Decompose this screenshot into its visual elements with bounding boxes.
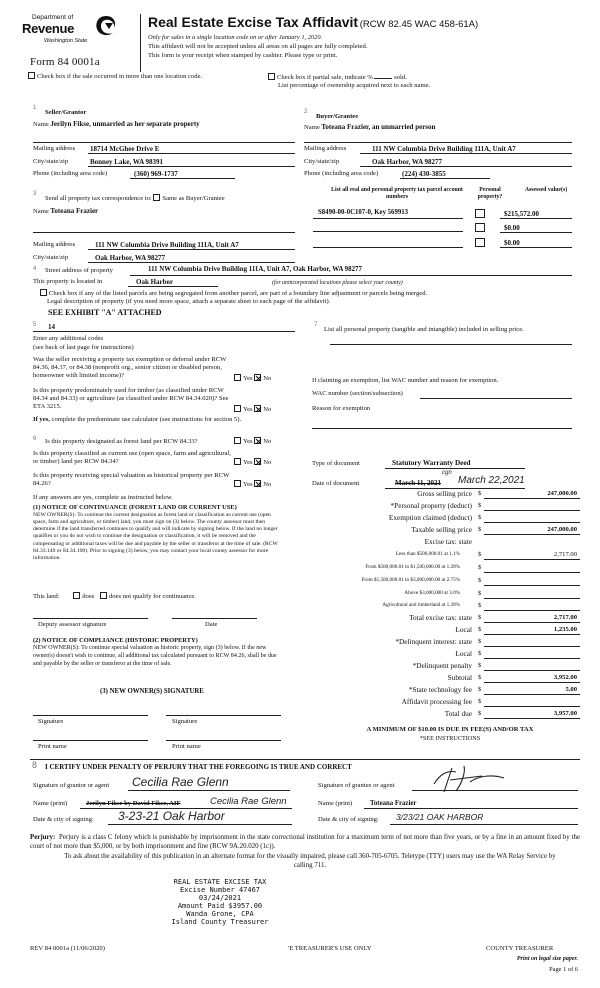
current-use-yes-checkbox[interactable] — [234, 458, 241, 465]
parcel-1-personal-checkbox[interactable] — [475, 209, 485, 218]
no-label: No — [263, 406, 272, 413]
current-use-answer — [234, 458, 271, 467]
local-2-label: Local — [455, 649, 472, 658]
partial-list-note: List percentage of ownership acquired next to each name. — [278, 82, 431, 89]
seller-mailing-label: Mailing address — [33, 145, 76, 152]
form-title-row — [148, 14, 478, 31]
grantee-signature-label: Signature of grantee or agent — [318, 782, 395, 789]
partial-sale-checkbox[interactable] — [268, 73, 275, 80]
bracket-4-label: Above $3,000,000 at 3.0% — [404, 590, 460, 596]
buyer-mailing[interactable]: 111 NW Columbia Drive Building 111A, Unit A7 — [372, 145, 516, 153]
owner-print-label-1: Print name — [38, 743, 67, 750]
parcel-value-1[interactable]: $215,572.00 — [504, 210, 539, 218]
parcel-number-1[interactable]: S8490-00-0C107-0, Key 569913 — [318, 209, 409, 216]
grantor-name-label: Name (print) — [33, 800, 68, 807]
exemption-answer — [234, 374, 271, 383]
legal-description-label: Legal description of property (if you need more space, attach a separate sheet to each page of the affidavit). — [47, 298, 331, 305]
exemption-reason-label: Reason for exemption — [312, 405, 371, 412]
grantee-name[interactable]: Toteana Frazier — [370, 800, 417, 807]
section-2-number: 2 — [304, 109, 308, 115]
form-title: Real Estate Excise Tax Affidavit — [148, 14, 359, 30]
header-rule — [140, 14, 141, 72]
this-land-label: This land: — [33, 593, 60, 600]
ifyes-note — [33, 416, 273, 424]
buyer-mailing-label: Mailing address — [304, 145, 347, 152]
doc-type-label: Type of document — [312, 460, 360, 467]
doc-date-typed[interactable]: March 11, 2021 — [395, 479, 441, 487]
notice-2: This affidavit will not be accepted unless all areas on all pages are fully completed. — [148, 43, 368, 50]
notice-continuance-body: NEW OWNER(S): To continue the current designation as forest land or classification as current use (open space, farm and agriculture, or timber) land, you must sign on (3) below. The county assessor must then determine if the land transferred continues to qualify and will indicate by signing below. If the land no longer qualifies or you do not wish to continue the designation or classification, it will be removed and the compensating or additional taxes will be due and payable by the seller or transferor at the time of sale. (RCW 84.33.140 or 84.34.108). Prior to signing (3) below, you may contact your local county assessor for more information. — [33, 512, 278, 561]
ifyes-text: complete the predominate use calculator (see instructions for section 5). — [51, 416, 242, 423]
same-as-buyer-checkbox[interactable] — [153, 194, 160, 201]
treasurer-use-only: 'E TREASURER'S USE ONLY — [288, 945, 372, 952]
buyer-name-row — [304, 123, 435, 132]
timber-question: Is this property predominately used for timber (as classified under RCW 84.34 and 84.33) or agriculture (as classified under RCW 84.34.020)? See ETA 3215. — [33, 387, 229, 410]
see-instructions: *SEE INSTRUCTIONS — [419, 735, 481, 742]
stamp-line: Excise Number 47467 — [179, 886, 261, 895]
current-use-question: Is this property classified as current use (open space, farm and agricultural, or timber) land per RCW 84.34? — [33, 450, 231, 465]
currency-symbol: $ — [478, 526, 482, 533]
gross-label: Gross selling price — [417, 489, 472, 498]
correspondence-mailing-label: Mailing address — [33, 241, 76, 248]
dor-name: Revenue — [22, 21, 75, 36]
subtotal-label: Subtotal — [447, 673, 472, 682]
section-3-number: 3 — [33, 191, 37, 197]
no-label: No — [263, 481, 272, 488]
form-statute: (RCW 82.45 WAC 458-61A) — [359, 19, 479, 30]
forest-answer — [234, 437, 271, 446]
tech-fee-value[interactable]: 5.00 — [565, 686, 577, 693]
assessor-date-label: Date — [205, 621, 218, 628]
property-located-label: This property is located in — [33, 278, 103, 285]
perjury-label: Perjury: — [30, 834, 56, 841]
partial-sale-label: Check box if partial sale, indicate % — [277, 74, 373, 81]
multi-location-label: Check box if the sale occurred in more than one location code. — [37, 73, 203, 80]
currency-symbol: $ — [478, 614, 482, 621]
timber-answer — [234, 405, 271, 414]
parcel-col-personal: Personal property? — [477, 187, 503, 200]
correspondence-name[interactable]: Toteana Frazier — [50, 207, 99, 215]
page-number: Page 1 of 6 — [549, 966, 578, 973]
minimum-fee-notice: A MINIMUM OF $10.00 IS DUE IN FEE(S) AND/OR TAX — [366, 726, 534, 733]
timber-no-checkbox[interactable] — [254, 405, 261, 412]
stamp-line: Wanda Grone, CPA — [186, 910, 254, 919]
perjury-notice — [30, 833, 580, 851]
section-8-number: 8 — [32, 760, 38, 770]
property-located[interactable]: Oak Harbor — [136, 278, 174, 286]
correspondence-city-label: City/state/zip — [33, 254, 69, 261]
notice-continuance-title: (1) NOTICE OF CONTINUANCE (FOREST LAND OR CURRENT USE) — [33, 504, 237, 511]
section-6-number: 6 — [33, 436, 37, 442]
forest-yes-checkbox[interactable] — [234, 437, 241, 444]
local-value[interactable]: 1,235.00 — [553, 626, 577, 633]
taxable-value[interactable]: 247,000.00 — [547, 526, 577, 533]
buyer-city[interactable]: Oak Harbor, WA 98277 — [372, 158, 443, 166]
additional-codes-value[interactable]: 14 — [48, 323, 55, 331]
currency-symbol: $ — [478, 638, 482, 645]
partial-sale-percent-field[interactable] — [374, 72, 392, 79]
seller-name[interactable]: Jerilyn Fikse, unmarried as her separate property — [50, 120, 200, 128]
delinquent-interest-label: *Delinquent interest: state — [395, 637, 472, 646]
subtotal-value[interactable]: 3,952.00 — [553, 674, 577, 681]
currency-symbol: $ — [478, 502, 482, 509]
section-8-rule — [30, 759, 580, 760]
grantor-signature[interactable]: Cecilia Rae Glenn — [132, 775, 229, 789]
buyer-city-label: City/state/zip — [304, 158, 340, 165]
parcel-value-3[interactable]: $0.00 — [504, 239, 520, 247]
property-street-label: Street address of property — [45, 267, 113, 274]
personal-deduct-label: *Personal property (deduct) — [390, 501, 472, 510]
no-label: No — [263, 438, 272, 445]
currency-symbol: $ — [478, 590, 482, 597]
ifyes-bold: If yes, — [33, 416, 50, 423]
forest-question: Is this property designated as forest land per RCW 84.33? — [45, 438, 198, 445]
stamp-line: Amount Paid $3957.00 — [177, 902, 263, 911]
exemption-claim-label: If claiming an exemption, list WAC number and reason for exemption. — [312, 377, 499, 384]
dor-swirl-icon — [93, 14, 119, 38]
currency-symbol: $ — [478, 686, 482, 693]
buyer-name-label: Name — [304, 124, 320, 131]
currency-symbol: $ — [478, 551, 482, 558]
perjury-text: Perjury is a class C felony which is punishable by imprisonment in the state correctional institution for a maximum term of not more than five years, or by a fine in an amount fixed by the court of not more than $5,000, or by both imprisonment and fine (RCW 9A.20.020 (1c)). — [30, 834, 580, 851]
segregated-label: Check box if any of the listed parcels are being segregated from another parcel, are part of a boundary line adjustment or parcels being merged. — [49, 290, 428, 297]
total-due-value[interactable]: 3,957.00 — [553, 710, 577, 717]
dor-logo — [22, 14, 120, 56]
currency-symbol: $ — [478, 650, 482, 657]
grantor-name-typed[interactable]: Jerilyn Fikse by David Fikse, AIF — [86, 800, 181, 807]
parcel-value-2[interactable]: $0.00 — [504, 224, 520, 232]
form-revision: REV 84 0001a (11/06/2020) — [30, 945, 105, 952]
section6-instructions: If any answers are yes, complete as instructed below. — [33, 494, 173, 501]
grantee-date-label: Date & city of signing: — [318, 816, 379, 823]
correspondence-row — [45, 194, 225, 203]
additional-codes-label: Enter any additional codes — [33, 335, 104, 342]
exemption-question: Was the seller receiving a property tax exemption or deferral under RCW 84.36, 84.37, or 84.38 (nonprofit org., senior citizen or disabled person, homeowner with limited income)? — [33, 356, 227, 379]
correspondence-name-label: Name — [33, 208, 49, 215]
historical-no-checkbox[interactable] — [254, 480, 261, 487]
dor-line1: Department of — [32, 14, 74, 21]
additional-codes-note: (see back of last page for instructions) — [33, 344, 134, 351]
seller-heading: Seller/Grantor — [45, 109, 87, 116]
buyer-phone-label: Phone (including area code) — [304, 170, 379, 177]
partial-sale-row — [268, 72, 407, 82]
parcel-col-numbers: List all real and personal property tax parcel account numbers — [331, 187, 463, 200]
local-label: Local — [455, 625, 472, 634]
property-street[interactable]: 111 NW Columbia Drive Building 111A, Unit A7, Oak Harbor, WA 98277 — [148, 266, 362, 273]
grantor-date-label: Date & city of signing: — [33, 816, 94, 823]
total-state-label: Total excise tax: state — [409, 613, 472, 622]
wac-number-label: WAC number (section/subsection) — [312, 390, 403, 397]
assessor-signature-label: Deputy assessor signature — [38, 621, 107, 628]
notice-compliance-title: (2) NOTICE OF COMPLIANCE (HISTORIC PROPERTY) — [33, 637, 198, 644]
currency-symbol: $ — [478, 626, 482, 633]
bracket-5-label: Agricultural and timberland at 1.28% — [382, 602, 460, 608]
owner-print-label-2: Print name — [172, 743, 201, 750]
section-5-number: 5 — [33, 322, 37, 328]
seller-phone-label: Phone (including area code) — [33, 170, 108, 177]
forest-no-checkbox[interactable] — [254, 437, 261, 444]
correspondence-name-row — [33, 207, 98, 216]
currency-symbol: $ — [478, 674, 482, 681]
grantee-name-label: Name (print) — [318, 800, 353, 807]
correspondence-label: Send all property tax correspondence to: — [45, 195, 152, 202]
excise-state-label: Excise tax: state — [424, 537, 472, 546]
doc-date-label: Date of document — [312, 480, 360, 487]
notice-3: This form is your receipt when stamped by cashier. Please type or print. — [148, 52, 338, 59]
buyer-name[interactable]: Toteana Frazier, an unmarried person — [321, 123, 436, 131]
seller-name-label: Name — [33, 121, 49, 128]
historical-yes-checkbox[interactable] — [234, 480, 241, 487]
currency-symbol: $ — [478, 490, 482, 497]
doc-type[interactable]: Statutory Warranty Deed — [392, 459, 471, 467]
same-as-buyer-label: Same as Buyer/Grantee — [162, 195, 225, 202]
yes-label: Yes — [243, 459, 253, 466]
currency-symbol: $ — [478, 710, 482, 717]
total-due-label: Total due — [444, 709, 472, 718]
land-does-not-checkbox[interactable] — [100, 592, 107, 599]
seller-city-label: City/state/zip — [33, 158, 69, 165]
historical-answer — [234, 480, 271, 489]
currency-symbol: $ — [478, 698, 482, 705]
yes-label: Yes — [243, 438, 253, 445]
form-number: Form 84 0001a — [30, 56, 100, 68]
land-does-checkbox[interactable] — [73, 592, 80, 599]
seller-mailing[interactable]: 18714 McGhee Drive E — [90, 145, 160, 153]
grantor-date-city[interactable]: 3-23-21 Oak Harbor — [118, 809, 225, 823]
parcel-2-personal-checkbox[interactable] — [475, 223, 485, 232]
seller-phone[interactable]: (360) 969-1737 — [134, 170, 178, 178]
partial-sale-sold: sold. — [394, 74, 407, 81]
exemption-deduct-label: Exemption claimed (deduct) — [388, 513, 472, 522]
does-label: does — [82, 593, 95, 600]
total-state-value[interactable]: 2,717.00 — [553, 614, 577, 621]
multi-location-row — [28, 72, 202, 81]
section-1-number: 1 — [33, 105, 37, 111]
buyer-phone[interactable]: (224) 430-3855 — [402, 170, 446, 178]
yes-label: Yes — [243, 481, 253, 488]
grantor-signature-label: Signature of grantor or agent — [33, 782, 110, 789]
legal-description-exhibit[interactable]: SEE EXHIBIT "A" ATTACHED — [48, 308, 162, 317]
county-treasurer-label: COUNTY TREASURER — [486, 945, 554, 952]
section-7-number: 7 — [314, 322, 318, 328]
gross-value[interactable]: 247,000.00 — [547, 490, 577, 497]
this-land-row — [33, 592, 196, 601]
currency-symbol: $ — [478, 577, 482, 584]
seller-city[interactable]: Bonney Lake, WA 98391 — [90, 158, 163, 166]
no-label: No — [263, 375, 272, 382]
tech-fee-label: *State technology fee — [408, 685, 472, 694]
multi-location-checkbox[interactable] — [28, 72, 35, 79]
legal-paper-note: Print on legal size paper. — [516, 956, 578, 962]
yes-label: Yes — [243, 406, 253, 413]
owner-signature-label-1: Signature — [38, 718, 64, 725]
currency-symbol: $ — [478, 662, 482, 669]
stamp-line: 03/24/2021 — [198, 894, 242, 903]
segregated-row — [40, 289, 427, 298]
bracket-2-label: From $500,000.01 to $1,500,000.00 at 1.28% — [365, 564, 460, 570]
currency-symbol: $ — [478, 564, 482, 571]
timber-yes-checkbox[interactable] — [234, 405, 241, 412]
bracket-3-label: From $1,500,000.01 to $3,000,000.00 at 2.75% — [361, 577, 460, 583]
owner-signature-label-2: Signature — [172, 718, 198, 725]
grantor-name-handwritten[interactable]: Cecilia Rae Glenn — [210, 796, 287, 807]
seller-name-row — [33, 120, 200, 129]
stamp-line: Island County Treasurer — [171, 918, 269, 927]
exemption-yes-checkbox[interactable] — [234, 374, 241, 381]
segregated-checkbox[interactable] — [40, 289, 47, 296]
does-not-label: does not qualify for continuance. — [108, 593, 196, 600]
parcel-col-assessed: Assessed value(s) — [524, 187, 568, 193]
historical-question: Is this property receiving special valuation as historical property per RCW 84.26? — [33, 472, 230, 487]
yes-label: Yes — [243, 375, 253, 382]
certify-statement: I CERTIFY UNDER PENALTY OF PERJURY THAT THE FOREGOING IS TRUE AND CORRECT — [45, 763, 352, 771]
affidavit-fee-label: Affidavit processing fee — [401, 697, 472, 706]
no-label: No — [263, 459, 272, 466]
correspondence-mailing[interactable]: 111 NW Columbia Drive Building 111A, Unit A7 — [95, 241, 239, 249]
treasurer-stamp — [150, 878, 290, 926]
property-located-note: (for unincorporated locations please select your county) — [272, 280, 403, 286]
taxable-label: Taxable selling price — [411, 525, 472, 534]
personal-property-label: List all personal property (tangible and intangible) included in selling price. — [324, 326, 524, 333]
bracket-1-label: Less than $500,000.01 at 1.1% — [395, 551, 460, 557]
accessibility-notice: To ask about the availability of this publication in an alternate format for the visually impaired, please call 360-705-6705. Teletype (TTY) users may use the WA Relay Service by calling 711. — [64, 853, 556, 870]
doc-date-initial: cgn — [442, 470, 452, 476]
parcel-3-personal-checkbox[interactable] — [475, 238, 485, 247]
exemption-no-checkbox[interactable] — [254, 374, 261, 381]
notice-1: Only for sales in a single location code on or after January 1, 2020. — [148, 34, 323, 41]
dor-state: Washington State — [44, 38, 88, 44]
doc-date-handwritten[interactable]: March 22,2021 — [458, 475, 525, 486]
buyer-heading: Buyer/Grantee — [316, 113, 359, 120]
new-owner-signature-title: (3) NEW OWNER(S) SIGNATURE — [100, 688, 204, 695]
stamp-line: REAL ESTATE EXCISE TAX — [173, 878, 267, 886]
grantee-date-city[interactable]: 3/23/21 OAK HARBOR — [396, 812, 484, 822]
notice-compliance-body: NEW OWNER(S): To continue special valuation as historic property, sign (3) below. If the new owner(s) doesn't wish to continue, all additional tax calculated pursuant to RCW 84.26, shall be due and payable by the seller or transferor at the time of sale. — [33, 645, 277, 667]
current-use-no-checkbox[interactable] — [254, 458, 261, 465]
section-4-number: 4 — [33, 266, 37, 272]
currency-symbol: $ — [478, 514, 482, 521]
currency-symbol: $ — [478, 602, 482, 609]
delinquent-penalty-label: *Delinquent penalty — [412, 661, 472, 670]
bracket-1-value[interactable]: 2,717.00 — [553, 551, 577, 558]
correspondence-city[interactable]: Oak Harbor, WA 98277 — [95, 254, 166, 262]
